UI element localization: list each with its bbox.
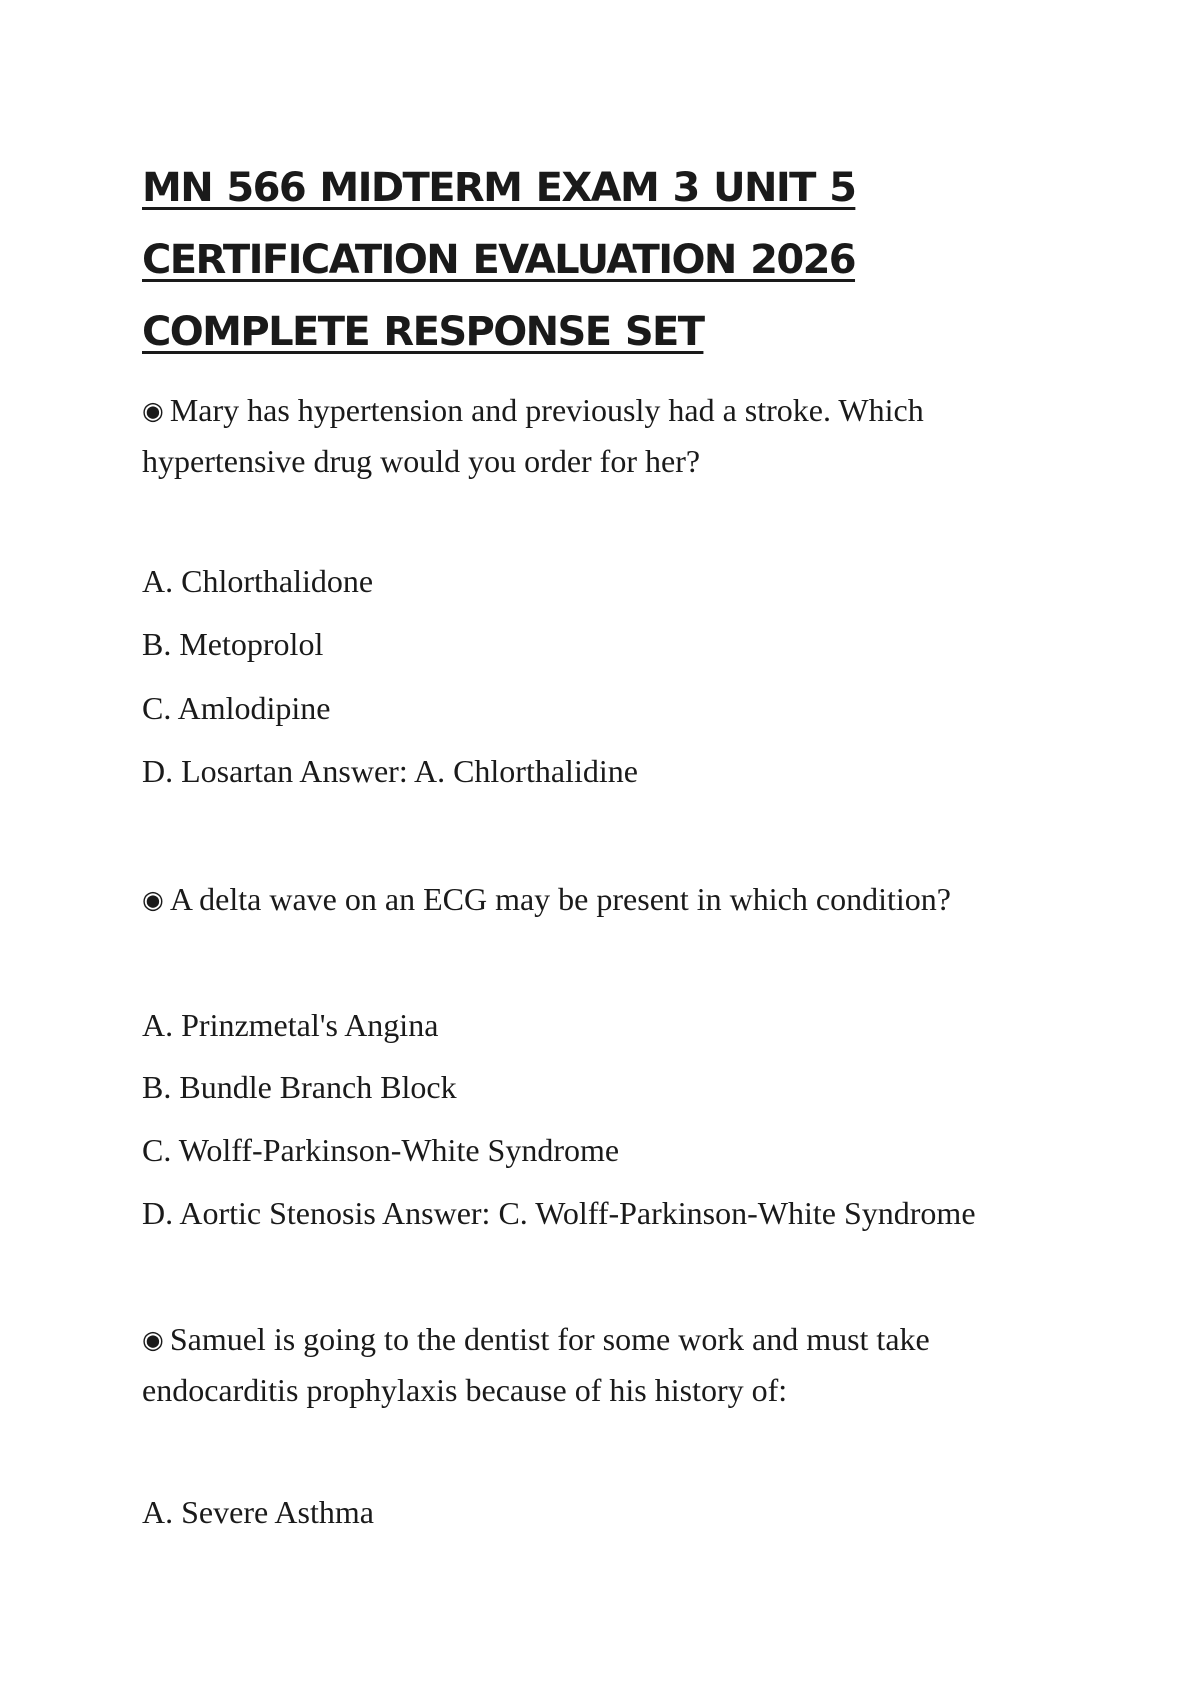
question-3-option-a: A. Severe Asthma bbox=[142, 1494, 374, 1530]
question-2-option-d: D. Aortic Stenosis Answer: C. Wolff-Parkinson-White Syndrome bbox=[142, 1195, 976, 1231]
question-2-option-a: A. Prinzmetal's Angina bbox=[142, 1007, 439, 1043]
question-1-stem bbox=[142, 386, 1042, 485]
question-1-option-b: B. Metoprolol bbox=[142, 626, 324, 662]
question-2-option-c: C. Wolff-Parkinson-White Syndrome bbox=[142, 1132, 620, 1168]
question-1-option-d: D. Losartan Answer: A. Chlorthalidine bbox=[142, 753, 638, 789]
radio-bullet-icon: ◉ bbox=[142, 885, 164, 914]
question-2-stem bbox=[142, 875, 1042, 926]
radio-bullet-icon: ◉ bbox=[142, 1325, 164, 1354]
question-2-text: A delta wave on an ECG may be present in which condition? bbox=[169, 881, 951, 917]
question-1-option-a: A. Chlorthalidone bbox=[142, 563, 374, 599]
question-1-option-c: C. Amlodipine bbox=[142, 690, 331, 726]
question-3-stem bbox=[142, 1315, 1042, 1414]
radio-bullet-icon: ◉ bbox=[142, 396, 164, 425]
question-2-option-b: B. Bundle Branch Block bbox=[142, 1069, 457, 1105]
document-title: MN 566 MIDTERM EXAM 3 UNIT 5 CERTIFICATION EVALUATION 2026 COMPLETE RESPONSE SET bbox=[142, 165, 856, 355]
question-3-text: Samuel is going to the dentist for some work and must take endocarditis prophylaxis because of his history of: bbox=[142, 1321, 930, 1408]
question-1-text: Mary has hypertension and previously had a stroke. Which hypertensive drug would you order for her? bbox=[142, 392, 924, 479]
